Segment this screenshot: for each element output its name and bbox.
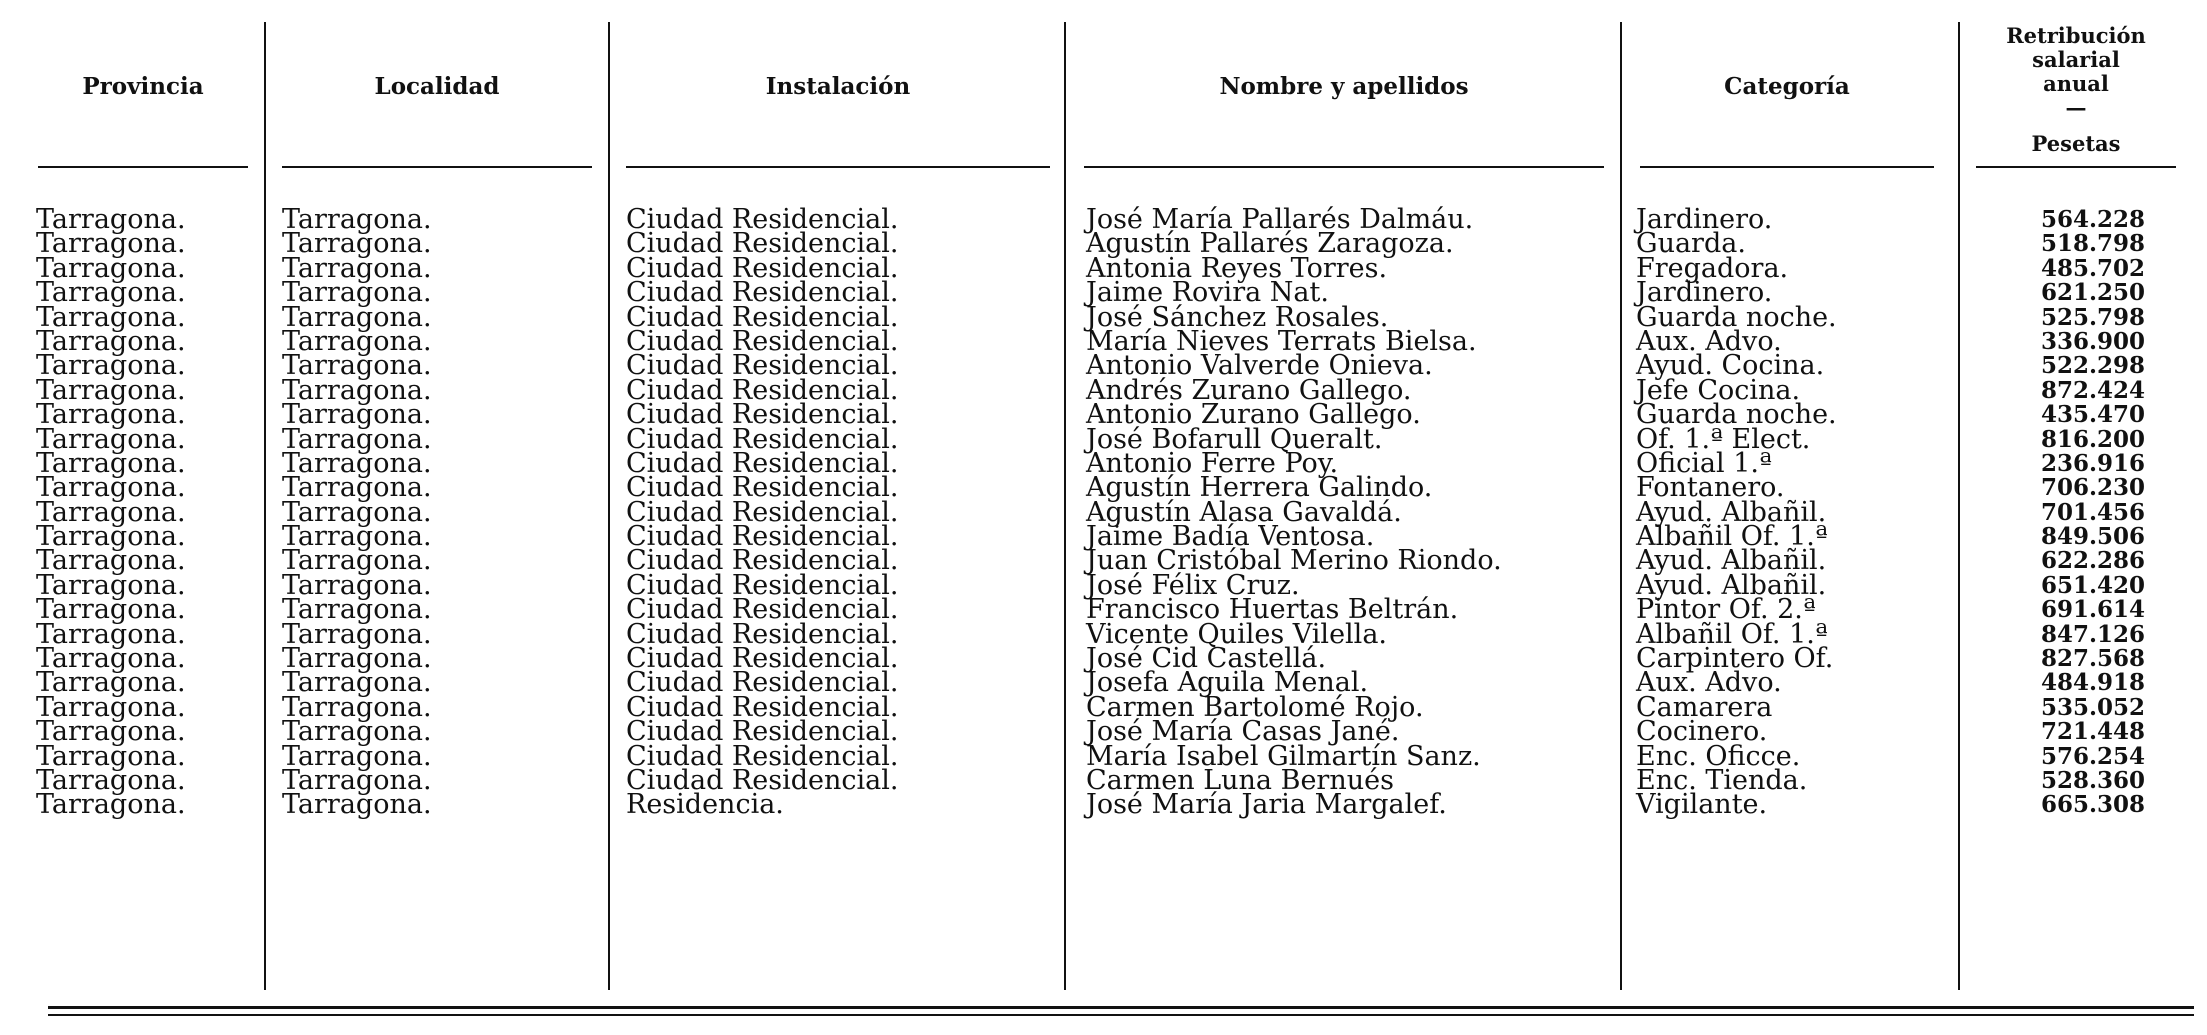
cell-nombre: Andrés Zurano Gallego. [1086, 374, 1412, 406]
cell-categoria: Fregadora. [1636, 252, 1789, 284]
cell-instalacion: Ciudad Residencial. [626, 472, 899, 504]
cell-instalacion: Ciudad Residencial. [626, 545, 899, 577]
cell-nombre: María Nieves Terrats Bielsa. [1086, 325, 1477, 357]
cell-localidad: Tarragona. [282, 716, 432, 748]
cell-provincia: Tarragona. [36, 472, 186, 504]
cell-instalacion: Ciudad Residencial. [626, 399, 899, 431]
cell-instalacion: Ciudad Residencial. [626, 521, 899, 553]
cell-provincia: Tarragona. [36, 277, 186, 309]
cell-retribucion: 336.900 [2040, 327, 2145, 355]
cell-categoria: Guarda noche. [1636, 399, 1837, 431]
cell-instalacion: Ciudad Residencial. [626, 277, 899, 309]
cell-instalacion: Ciudad Residencial. [626, 716, 899, 748]
cell-categoria: Albañil Of. 1.ª [1636, 618, 1828, 650]
bottom-rule [48, 1014, 2194, 1016]
cell-categoria: Enc. Tienda. [1636, 764, 1808, 796]
cell-localidad: Tarragona. [282, 204, 432, 235]
header-categoria-rule [1640, 166, 1934, 168]
cell-nombre: Carmen Luna Bernués [1086, 764, 1394, 796]
cell-nombre: Francisco Huertas Beltrán. [1086, 594, 1459, 626]
cell-instalacion: Ciudad Residencial. [626, 740, 899, 772]
cell-localidad: Tarragona. [282, 643, 432, 675]
cell-provincia: Tarragona. [36, 545, 186, 577]
cell-instalacion: Ciudad Residencial. [626, 301, 899, 333]
cell-instalacion: Ciudad Residencial. [626, 350, 899, 382]
cell-nombre: José Félix Cruz. [1086, 569, 1300, 601]
bottom-rule [48, 1006, 2194, 1009]
cell-instalacion: Ciudad Residencial. [626, 691, 899, 723]
cell-localidad: Tarragona. [282, 789, 432, 821]
cell-retribucion: 518.798 [2040, 230, 2145, 258]
header-provincia [28, 0, 258, 170]
cell-provincia: Tarragona. [36, 740, 186, 772]
cell-categoria: Ayud. Albañil. [1636, 569, 1827, 601]
cell-nombre: José Cid Castellá. [1086, 643, 1327, 675]
cell-provincia: Tarragona. [36, 667, 186, 699]
header-nombre-label: Nombre y apellidos [1219, 73, 1469, 100]
cell-categoria: Jardinero. [1636, 277, 1773, 309]
cell-nombre: Antonia Reyes Torres. [1086, 252, 1388, 284]
cell-retribucion: 484.918 [2040, 669, 2145, 697]
cell-retribucion: 621.250 [2040, 279, 2145, 307]
cell-provincia: Tarragona. [36, 447, 186, 479]
cell-provincia: Tarragona. [36, 569, 186, 601]
header-categoria-label: Categoría [1724, 73, 1850, 100]
header-provincia-rule [38, 166, 248, 168]
cell-provincia: Tarragona. [36, 252, 186, 284]
header-retribucion-rule [1976, 166, 2176, 168]
cell-categoria: Fontanero. [1636, 472, 1785, 504]
cell-categoria: Oficial 1.ª [1636, 447, 1772, 479]
header-provincia-label: Provincia [82, 73, 204, 100]
cell-instalacion: Ciudad Residencial. [626, 325, 899, 357]
cell-nombre: José María Jaria Margalef. [1086, 789, 1447, 821]
cell-provincia: Tarragona. [36, 399, 186, 431]
header-instalacion [616, 0, 1060, 170]
cell-categoria: Cocinero. [1636, 716, 1768, 748]
cell-instalacion: Ciudad Residencial. [626, 228, 899, 260]
cell-retribucion: 576.254 [2040, 742, 2145, 770]
cell-nombre: Antonio Zurano Gallego. [1086, 399, 1421, 431]
cell-provincia: Tarragona. [36, 521, 186, 553]
header-retribucion-dash: — [2065, 95, 2087, 120]
cell-nombre: Antonio Ferre Poy. [1086, 447, 1339, 479]
cell-nombre: Agustín Herrera Galindo. [1086, 472, 1433, 504]
header-retribucion-line2: salarial [2032, 47, 2120, 72]
cell-retribucion: 651.420 [2040, 571, 2145, 599]
cell-retribucion: 485.702 [2040, 254, 2145, 282]
cell-localidad: Tarragona. [282, 277, 432, 309]
cell-instalacion: Ciudad Residencial. [626, 667, 899, 699]
cell-retribucion: 564.228 [2040, 206, 2145, 233]
header-localidad-rule [282, 166, 592, 168]
header-instalacion-rule [626, 166, 1050, 168]
cell-provincia: Tarragona. [36, 325, 186, 357]
cell-nombre: José María Pallarés Dalmáu. [1086, 204, 1474, 235]
header-retribucion-unit: Pesetas [2031, 131, 2121, 156]
cell-nombre: José Bofarull Queralt. [1086, 423, 1383, 455]
cell-categoria: Enc. Oficce. [1636, 740, 1801, 772]
cell-localidad: Tarragona. [282, 374, 432, 406]
cell-categoria: Ayud. Albañil. [1636, 496, 1827, 528]
cell-categoria: Aux. Advo. [1636, 325, 1782, 357]
cell-instalacion: Ciudad Residencial. [626, 447, 899, 479]
cell-categoria: Albañil Of. 1.ª [1636, 521, 1828, 553]
cell-provincia: Tarragona. [36, 496, 186, 528]
cell-instalacion: Ciudad Residencial. [626, 764, 899, 796]
cell-localidad: Tarragona. [282, 691, 432, 723]
cell-provincia: Tarragona. [36, 301, 186, 333]
cell-categoria: Guarda. [1636, 228, 1746, 260]
cell-localidad: Tarragona. [282, 301, 432, 333]
cell-nombre: Agustín Alasa Gavaldá. [1086, 496, 1402, 528]
cell-categoria: Ayud. Cocina. [1636, 350, 1825, 382]
cell-localidad: Tarragona. [282, 545, 432, 577]
cell-categoria: Vigilante. [1636, 789, 1768, 821]
cell-retribucion: 665.308 [2040, 791, 2145, 819]
cell-nombre: María Isabel Gilmartín Sanz. [1086, 740, 1481, 772]
cell-nombre: Carmen Bartolomé Rojo. [1086, 691, 1424, 723]
cell-nombre: José Sánchez Rosales. [1086, 301, 1389, 333]
cell-retribucion: 691.614 [2040, 596, 2145, 624]
cell-retribucion: 827.568 [2040, 645, 2145, 673]
header-retribucion-label [1966, 24, 2186, 120]
cell-retribucion: 816.200 [2040, 425, 2145, 453]
cell-provincia: Tarragona. [36, 374, 186, 406]
cell-provincia: Tarragona. [36, 764, 186, 796]
cell-localidad: Tarragona. [282, 764, 432, 796]
cell-retribucion: 525.798 [2040, 303, 2145, 331]
cell-instalacion: Ciudad Residencial. [626, 594, 899, 626]
cell-localidad: Tarragona. [282, 325, 432, 357]
cell-retribucion: 721.448 [2040, 718, 2145, 746]
cell-nombre: Jaime Rovira Nat. [1086, 277, 1329, 309]
cell-provincia: Tarragona. [36, 618, 186, 650]
cell-categoria: Camarera [1636, 691, 1773, 723]
cell-localidad: Tarragona. [282, 472, 432, 504]
cell-localidad: Tarragona. [282, 594, 432, 626]
cell-localidad: Tarragona. [282, 252, 432, 284]
cell-retribucion: 706.230 [2040, 474, 2145, 502]
cell-provincia: Tarragona. [36, 716, 186, 748]
cell-retribucion: 872.424 [2040, 376, 2145, 404]
cell-localidad: Tarragona. [282, 399, 432, 431]
header-categoria [1630, 0, 1944, 170]
cell-nombre: Agustín Pallarés Zaragoza. [1086, 228, 1454, 260]
cell-nombre: Antonio Valverde Onieva. [1086, 350, 1433, 382]
cell-nombre: José María Casas Jané. [1086, 716, 1400, 748]
cell-nombre: Juan Cristóbal Merino Riondo. [1086, 545, 1502, 577]
cell-instalacion: Ciudad Residencial. [626, 618, 899, 650]
cell-categoria: Jardinero. [1636, 204, 1773, 235]
cell-instalacion: Ciudad Residencial. [626, 423, 899, 455]
cell-retribucion: 528.360 [2040, 766, 2145, 794]
cell-categoria: Aux. Advo. [1636, 667, 1782, 699]
cell-instalacion: Residencia. [626, 789, 784, 821]
cell-provincia: Tarragona. [36, 423, 186, 455]
cell-retribucion: 535.052 [2040, 693, 2145, 721]
cell-provincia: Tarragona. [36, 228, 186, 260]
cell-provincia: Tarragona. [36, 789, 186, 821]
cell-localidad: Tarragona. [282, 423, 432, 455]
cell-localidad: Tarragona. [282, 496, 432, 528]
cell-categoria: Guarda noche. [1636, 301, 1837, 333]
cell-localidad: Tarragona. [282, 667, 432, 699]
cell-nombre: Josefa Aguila Menal. [1086, 667, 1369, 699]
cell-retribucion: 622.286 [2040, 547, 2145, 575]
cell-provincia: Tarragona. [36, 643, 186, 675]
cell-instalacion: Ciudad Residencial. [626, 252, 899, 284]
cell-nombre: Jaime Badía Ventosa. [1086, 521, 1375, 553]
header-retribucion-line3: anual [2043, 71, 2109, 96]
cell-localidad: Tarragona. [282, 350, 432, 382]
table-row [0, 789, 2207, 821]
cell-instalacion: Ciudad Residencial. [626, 643, 899, 675]
header-retribucion [1966, 0, 2186, 170]
cell-retribucion: 522.298 [2040, 352, 2145, 380]
cell-retribucion: 849.506 [2040, 523, 2145, 551]
header-localidad-label: Localidad [374, 73, 500, 100]
cell-retribucion: 435.470 [2040, 401, 2145, 429]
header-nombre-rule [1084, 166, 1604, 168]
cell-categoria: Of. 1.ª Elect. [1636, 423, 1811, 455]
cell-provincia: Tarragona. [36, 204, 186, 235]
cell-retribucion: 236.916 [2040, 449, 2145, 477]
cell-localidad: Tarragona. [282, 521, 432, 553]
cell-categoria: Ayud. Albañil. [1636, 545, 1827, 577]
cell-categoria: Carpintero Of. [1636, 643, 1834, 675]
cell-provincia: Tarragona. [36, 691, 186, 723]
header-nombre [1074, 0, 1614, 170]
cell-retribucion: 847.126 [2040, 620, 2145, 648]
cell-instalacion: Ciudad Residencial. [626, 204, 899, 235]
cell-retribucion: 701.456 [2040, 498, 2145, 526]
header-retribucion-line1: Retribución [2006, 23, 2146, 48]
cell-categoria: Jefe Cocina. [1636, 374, 1801, 406]
cell-localidad: Tarragona. [282, 618, 432, 650]
cell-localidad: Tarragona. [282, 569, 432, 601]
cell-instalacion: Ciudad Residencial. [626, 374, 899, 406]
cell-localidad: Tarragona. [282, 740, 432, 772]
table-body [0, 204, 2207, 821]
header-localidad [272, 0, 602, 170]
cell-localidad: Tarragona. [282, 228, 432, 260]
cell-provincia: Tarragona. [36, 350, 186, 382]
cell-provincia: Tarragona. [36, 594, 186, 626]
cell-nombre: Vicente Quiles Vilella. [1086, 618, 1387, 650]
cell-instalacion: Ciudad Residencial. [626, 569, 899, 601]
header-instalacion-label: Instalación [765, 73, 911, 100]
cell-categoria: Pintor Of. 2.ª [1636, 594, 1816, 626]
cell-localidad: Tarragona. [282, 447, 432, 479]
cell-instalacion: Ciudad Residencial. [626, 496, 899, 528]
